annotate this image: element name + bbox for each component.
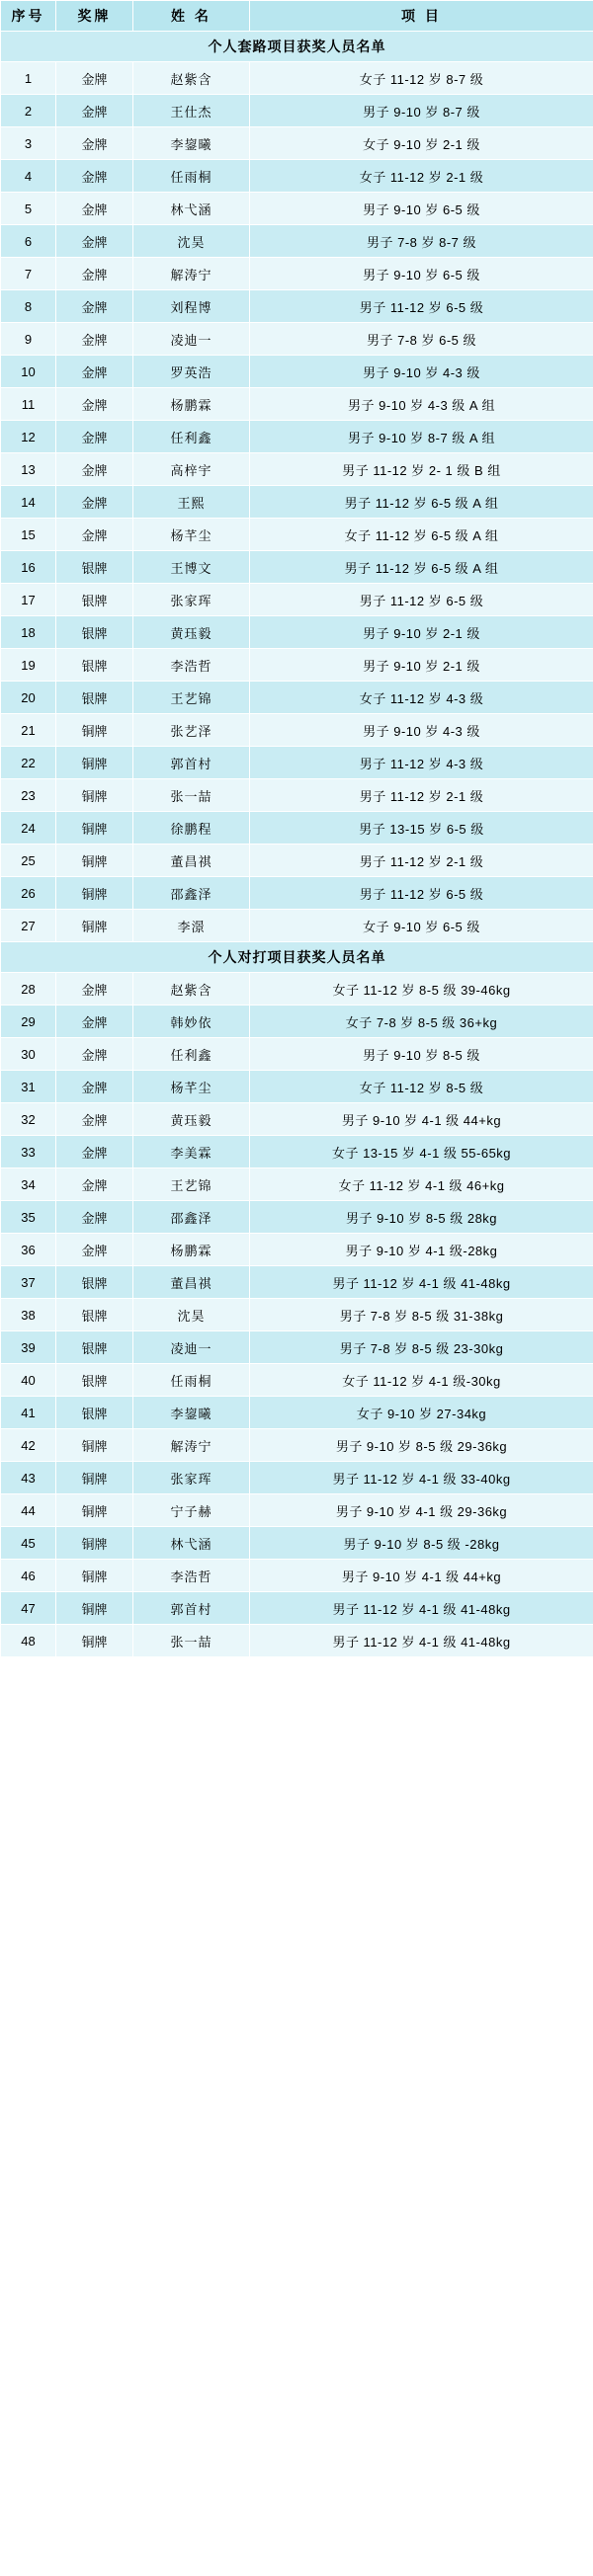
table-row	[1, 356, 593, 388]
row-index: 5	[1, 193, 56, 225]
row-index: 48	[1, 1625, 56, 1657]
row-name: 徐鹏程	[133, 812, 250, 845]
row-medal: 铜牌	[56, 1625, 133, 1657]
table-row	[1, 973, 593, 1006]
table-row	[1, 519, 593, 551]
row-medal: 铜牌	[56, 845, 133, 877]
row-event: 男子 9-10 岁 8-5 级 28kg	[250, 1201, 593, 1234]
table-head	[1, 1, 593, 32]
row-name: 张艺泽	[133, 714, 250, 747]
row-medal: 银牌	[56, 649, 133, 682]
row-event: 男子 11-12 岁 6-5 级 A 组	[250, 486, 593, 519]
row-event: 男子 13-15 岁 6-5 级	[250, 812, 593, 845]
row-name: 张家珲	[133, 1462, 250, 1494]
row-index: 12	[1, 421, 56, 453]
row-medal: 铜牌	[56, 1560, 133, 1592]
row-medal: 金牌	[56, 62, 133, 95]
row-medal: 铜牌	[56, 1592, 133, 1625]
row-event: 男子 9-10 岁 6-5 级	[250, 193, 593, 225]
row-medal: 金牌	[56, 258, 133, 290]
row-name: 李浩哲	[133, 649, 250, 682]
row-index: 14	[1, 486, 56, 519]
row-medal: 金牌	[56, 323, 133, 356]
table-row	[1, 812, 593, 845]
row-name: 刘程博	[133, 290, 250, 323]
row-medal: 银牌	[56, 682, 133, 714]
row-index: 20	[1, 682, 56, 714]
row-name: 张一喆	[133, 1625, 250, 1657]
row-index: 23	[1, 779, 56, 812]
row-medal: 金牌	[56, 486, 133, 519]
row-name: 沈昊	[133, 225, 250, 258]
row-name: 王艺锦	[133, 682, 250, 714]
row-index: 17	[1, 584, 56, 616]
table-row	[1, 453, 593, 486]
row-event: 男子 9-10 岁 2-1 级	[250, 649, 593, 682]
row-index: 18	[1, 616, 56, 649]
row-event: 男子 7-8 岁 8-7 级	[250, 225, 593, 258]
row-index: 16	[1, 551, 56, 584]
row-medal: 金牌	[56, 1071, 133, 1103]
row-medal: 金牌	[56, 160, 133, 193]
row-medal: 金牌	[56, 1201, 133, 1234]
row-medal: 金牌	[56, 356, 133, 388]
table-row	[1, 127, 593, 160]
row-medal: 银牌	[56, 616, 133, 649]
row-name: 张家珲	[133, 584, 250, 616]
table-row	[1, 1397, 593, 1429]
row-name: 韩妙依	[133, 1006, 250, 1038]
row-event: 男子 11-12 岁 4-3 级	[250, 747, 593, 779]
table-row	[1, 1560, 593, 1592]
row-medal: 金牌	[56, 1006, 133, 1038]
row-medal: 金牌	[56, 1038, 133, 1071]
table-row	[1, 1201, 593, 1234]
row-index: 40	[1, 1364, 56, 1397]
row-index: 7	[1, 258, 56, 290]
row-medal: 铜牌	[56, 1494, 133, 1527]
row-index: 44	[1, 1494, 56, 1527]
table-row	[1, 845, 593, 877]
row-event: 男子 9-10 岁 8-7 级	[250, 95, 593, 127]
row-medal: 金牌	[56, 1103, 133, 1136]
table-row	[1, 258, 593, 290]
table-row	[1, 910, 593, 942]
table-row	[1, 225, 593, 258]
row-event: 男子 11-12 岁 2- 1 级 B 组	[250, 453, 593, 486]
table-row	[1, 1038, 593, 1071]
row-event: 女子 11-12 岁 4-1 级 46+kg	[250, 1168, 593, 1201]
table-row	[1, 1071, 593, 1103]
table-row	[1, 584, 593, 616]
table-row	[1, 877, 593, 910]
row-event: 男子 9-10 岁 4-3 级 A 组	[250, 388, 593, 421]
row-medal: 铜牌	[56, 877, 133, 910]
row-event: 男子 9-10 岁 8-5 级 29-36kg	[250, 1429, 593, 1462]
row-name: 王仕杰	[133, 95, 250, 127]
row-event: 男子 11-12 岁 6-5 级	[250, 584, 593, 616]
table-row	[1, 421, 593, 453]
table-row	[1, 486, 593, 519]
row-index: 15	[1, 519, 56, 551]
row-event: 男子 7-8 岁 8-5 级 31-38kg	[250, 1299, 593, 1331]
row-index: 38	[1, 1299, 56, 1331]
row-medal: 金牌	[56, 388, 133, 421]
row-index: 2	[1, 95, 56, 127]
row-index: 19	[1, 649, 56, 682]
row-index: 31	[1, 1071, 56, 1103]
table-row	[1, 193, 593, 225]
row-name: 赵紫含	[133, 62, 250, 95]
row-name: 董昌祺	[133, 1266, 250, 1299]
table-row	[1, 747, 593, 779]
row-event: 女子 11-12 岁 8-5 级 39-46kg	[250, 973, 593, 1006]
row-event: 女子 11-12 岁 2-1 级	[250, 160, 593, 193]
row-event: 女子 11-12 岁 6-5 级 A 组	[250, 519, 593, 551]
row-name: 解涛宁	[133, 1429, 250, 1462]
row-name: 林弋涵	[133, 193, 250, 225]
table-row	[1, 1266, 593, 1299]
row-medal: 银牌	[56, 1397, 133, 1429]
row-medal: 金牌	[56, 193, 133, 225]
row-medal: 银牌	[56, 584, 133, 616]
table-row	[1, 1625, 593, 1657]
row-index: 30	[1, 1038, 56, 1071]
table-row	[1, 1299, 593, 1331]
row-event: 女子 7-8 岁 8-5 级 36+kg	[250, 1006, 593, 1038]
section-title: 个人对打项目获奖人员名单	[1, 942, 593, 973]
row-medal: 金牌	[56, 519, 133, 551]
row-index: 21	[1, 714, 56, 747]
row-name: 林弋涵	[133, 1527, 250, 1560]
row-index: 42	[1, 1429, 56, 1462]
table-row	[1, 682, 593, 714]
row-medal: 金牌	[56, 1168, 133, 1201]
row-medal: 银牌	[56, 551, 133, 584]
row-event: 女子 11-12 岁 8-5 级	[250, 1071, 593, 1103]
row-event: 男子 11-12 岁 6-5 级 A 组	[250, 551, 593, 584]
row-name: 黄珏毅	[133, 1103, 250, 1136]
row-index: 28	[1, 973, 56, 1006]
row-event: 女子 9-10 岁 27-34kg	[250, 1397, 593, 1429]
row-name: 杨鹏霖	[133, 388, 250, 421]
row-name: 解涛宁	[133, 258, 250, 290]
column-header-name: 姓 名	[133, 1, 250, 32]
row-name: 高梓宇	[133, 453, 250, 486]
row-medal: 银牌	[56, 1331, 133, 1364]
row-medal: 银牌	[56, 1364, 133, 1397]
row-index: 9	[1, 323, 56, 356]
row-name: 沈昊	[133, 1299, 250, 1331]
row-event: 男子 11-12 岁 6-5 级	[250, 290, 593, 323]
row-event: 男子 11-12 岁 4-1 级 41-48kg	[250, 1625, 593, 1657]
row-name: 任雨桐	[133, 1364, 250, 1397]
table-row	[1, 1527, 593, 1560]
row-name: 杨芊尘	[133, 519, 250, 551]
row-name: 李浩哲	[133, 1560, 250, 1592]
row-name: 任雨桐	[133, 160, 250, 193]
table-row	[1, 290, 593, 323]
row-name: 凌迪一	[133, 1331, 250, 1364]
row-medal: 金牌	[56, 127, 133, 160]
row-event: 女子 11-12 岁 4-3 级	[250, 682, 593, 714]
table-row	[1, 323, 593, 356]
table-header-row	[1, 1, 593, 32]
row-index: 1	[1, 62, 56, 95]
row-index: 24	[1, 812, 56, 845]
row-index: 37	[1, 1266, 56, 1299]
row-event: 男子 11-12 岁 4-1 级 41-48kg	[250, 1592, 593, 1625]
row-name: 黄珏毅	[133, 616, 250, 649]
row-index: 39	[1, 1331, 56, 1364]
row-name: 李澋	[133, 910, 250, 942]
table-row	[1, 714, 593, 747]
row-medal: 铜牌	[56, 714, 133, 747]
row-medal: 金牌	[56, 95, 133, 127]
row-index: 47	[1, 1592, 56, 1625]
row-medal: 铜牌	[56, 910, 133, 942]
row-name: 王艺锦	[133, 1168, 250, 1201]
row-index: 10	[1, 356, 56, 388]
row-index: 11	[1, 388, 56, 421]
row-index: 3	[1, 127, 56, 160]
row-medal: 银牌	[56, 1266, 133, 1299]
row-name: 凌迪一	[133, 323, 250, 356]
row-medal: 铜牌	[56, 747, 133, 779]
row-name: 董昌祺	[133, 845, 250, 877]
row-event: 男子 11-12 岁 2-1 级	[250, 845, 593, 877]
row-index: 13	[1, 453, 56, 486]
row-event: 男子 9-10 岁 2-1 级	[250, 616, 593, 649]
row-event: 男子 9-10 岁 4-1 级 29-36kg	[250, 1494, 593, 1527]
row-medal: 银牌	[56, 1299, 133, 1331]
table-row	[1, 1168, 593, 1201]
row-medal: 金牌	[56, 225, 133, 258]
row-index: 8	[1, 290, 56, 323]
table-row	[1, 1006, 593, 1038]
row-event: 男子 11-12 岁 2-1 级	[250, 779, 593, 812]
row-event: 男子 9-10 岁 4-1 级-28kg	[250, 1234, 593, 1266]
row-index: 6	[1, 225, 56, 258]
row-name: 任利鑫	[133, 1038, 250, 1071]
row-event: 女子 9-10 岁 2-1 级	[250, 127, 593, 160]
row-event: 男子 7-8 岁 6-5 级	[250, 323, 593, 356]
table-row	[1, 1429, 593, 1462]
table-row	[1, 1364, 593, 1397]
table-row	[1, 649, 593, 682]
row-index: 43	[1, 1462, 56, 1494]
row-event: 女子 11-12 岁 4-1 级-30kg	[250, 1364, 593, 1397]
column-header-index: 序号	[1, 1, 56, 32]
table-row	[1, 1136, 593, 1168]
table-row	[1, 388, 593, 421]
table-row	[1, 1234, 593, 1266]
column-header-event: 项 目	[250, 1, 593, 32]
row-index: 29	[1, 1006, 56, 1038]
row-event: 男子 11-12 岁 4-1 级 33-40kg	[250, 1462, 593, 1494]
row-event: 女子 11-12 岁 8-7 级	[250, 62, 593, 95]
column-header-medal: 奖牌	[56, 1, 133, 32]
row-index: 25	[1, 845, 56, 877]
row-index: 35	[1, 1201, 56, 1234]
row-medal: 铜牌	[56, 1429, 133, 1462]
row-medal: 金牌	[56, 973, 133, 1006]
table-body	[1, 32, 593, 1657]
row-medal: 铜牌	[56, 812, 133, 845]
row-name: 任利鑫	[133, 421, 250, 453]
row-event: 男子 7-8 岁 8-5 级 23-30kg	[250, 1331, 593, 1364]
row-name: 杨芊尘	[133, 1071, 250, 1103]
section-title-row	[1, 942, 593, 973]
row-name: 邵鑫泽	[133, 1201, 250, 1234]
table-row	[1, 1592, 593, 1625]
row-name: 郭首村	[133, 1592, 250, 1625]
section-title-row	[1, 32, 593, 62]
row-index: 45	[1, 1527, 56, 1560]
row-event: 男子 9-10 岁 6-5 级	[250, 258, 593, 290]
row-event: 男子 9-10 岁 8-7 级 A 组	[250, 421, 593, 453]
row-event: 男子 9-10 岁 4-1 级 44+kg	[250, 1560, 593, 1592]
row-index: 22	[1, 747, 56, 779]
table-row	[1, 616, 593, 649]
table-row	[1, 160, 593, 193]
table-row	[1, 1103, 593, 1136]
row-index: 34	[1, 1168, 56, 1201]
row-index: 26	[1, 877, 56, 910]
table-row	[1, 62, 593, 95]
row-event: 女子 13-15 岁 4-1 级 55-65kg	[250, 1136, 593, 1168]
row-event: 男子 9-10 岁 4-3 级	[250, 714, 593, 747]
table-row	[1, 779, 593, 812]
row-name: 王博文	[133, 551, 250, 584]
row-event: 男子 9-10 岁 4-1 级 44+kg	[250, 1103, 593, 1136]
row-name: 李美霖	[133, 1136, 250, 1168]
row-name: 王熙	[133, 486, 250, 519]
row-index: 36	[1, 1234, 56, 1266]
table-row	[1, 551, 593, 584]
row-name: 宁子赫	[133, 1494, 250, 1527]
row-event: 男子 11-12 岁 4-1 级 41-48kg	[250, 1266, 593, 1299]
row-index: 27	[1, 910, 56, 942]
row-medal: 金牌	[56, 1234, 133, 1266]
row-name: 邵鑫泽	[133, 877, 250, 910]
row-index: 4	[1, 160, 56, 193]
row-medal: 铜牌	[56, 1462, 133, 1494]
row-name: 杨鹏霖	[133, 1234, 250, 1266]
table-row	[1, 1331, 593, 1364]
row-event: 男子 9-10 岁 8-5 级	[250, 1038, 593, 1071]
row-index: 41	[1, 1397, 56, 1429]
row-medal: 金牌	[56, 1136, 133, 1168]
row-medal: 金牌	[56, 453, 133, 486]
row-event: 女子 9-10 岁 6-5 级	[250, 910, 593, 942]
row-name: 李鋆曦	[133, 1397, 250, 1429]
row-medal: 铜牌	[56, 1527, 133, 1560]
row-name: 李鋆曦	[133, 127, 250, 160]
row-index: 46	[1, 1560, 56, 1592]
row-event: 男子 9-10 岁 8-5 级 -28kg	[250, 1527, 593, 1560]
row-event: 男子 11-12 岁 6-5 级	[250, 877, 593, 910]
row-index: 32	[1, 1103, 56, 1136]
row-medal: 金牌	[56, 290, 133, 323]
row-name: 张一喆	[133, 779, 250, 812]
section-title: 个人套路项目获奖人员名单	[1, 32, 593, 62]
row-name: 赵紫含	[133, 973, 250, 1006]
row-event: 男子 9-10 岁 4-3 级	[250, 356, 593, 388]
row-medal: 金牌	[56, 421, 133, 453]
table-row	[1, 95, 593, 127]
table-row	[1, 1494, 593, 1527]
row-medal: 铜牌	[56, 779, 133, 812]
row-index: 33	[1, 1136, 56, 1168]
row-name: 郭首村	[133, 747, 250, 779]
row-name: 罗英浩	[133, 356, 250, 388]
table-row	[1, 1462, 593, 1494]
